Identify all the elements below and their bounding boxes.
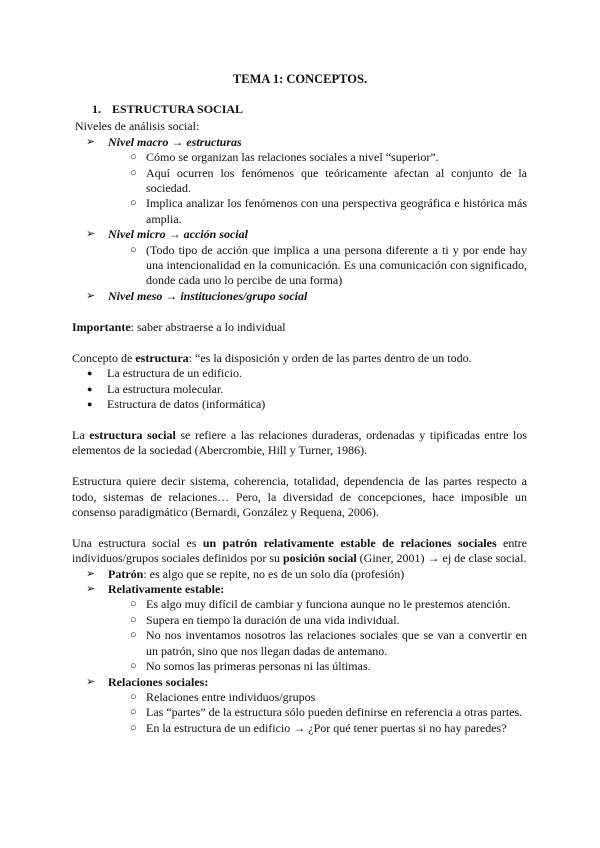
importante-label: Importante	[72, 319, 131, 334]
list-item-meso	[72, 289, 527, 304]
patron-paragraph	[72, 536, 527, 567]
arrow-bullet-icon: ➢	[86, 228, 96, 241]
concepto-pre: Concepto de	[72, 350, 136, 365]
list-item-text: Relaciones entre individuos/grupos	[146, 689, 316, 704]
concepto-post: : “es la disposición y orden de las partes dentro de un todo.	[188, 350, 472, 365]
importante-text: : saber abstraerse a lo individual	[130, 319, 286, 334]
arrow-bullet-icon: ➢	[86, 289, 96, 302]
list-item	[72, 397, 527, 412]
list-item-micro	[72, 227, 527, 242]
circle-bullet-icon: ○	[130, 197, 137, 210]
list-item	[72, 705, 527, 720]
list-item-patron	[72, 567, 527, 582]
list-item	[72, 721, 527, 736]
list-item-text: (Todo tipo de acción que implica a una persona diferente a ti y por ende hay una intencionalidad en la comunicación. Es una comunicación con significado, donde cada uno lo percibe de una forma)	[146, 242, 527, 288]
circle-bullet-icon: ○	[130, 166, 137, 179]
circle-bullet-icon: ○	[130, 706, 137, 719]
list-item-relaciones	[72, 675, 527, 690]
importante-paragraph	[72, 320, 527, 335]
arrow-bullet-icon: ➢	[86, 135, 96, 148]
circle-bullet-icon: ○	[130, 598, 137, 611]
page-title: TEMA 1: CONCEPTOS.	[232, 72, 368, 86]
relativamente-label: Relativamente estable:	[108, 582, 225, 597]
list-item	[72, 690, 527, 705]
patron-text: : es algo que se repite, no es de un solo día (profesión)	[143, 566, 405, 581]
para1-term: estructura social	[89, 427, 176, 442]
circle-bullet-icon: ○	[130, 690, 137, 703]
section-title: ESTRUCTURA SOCIAL	[112, 102, 244, 116]
list-item-text: La estructura molecular.	[107, 381, 224, 396]
list-item-relativamente	[72, 582, 527, 597]
list-item	[72, 597, 527, 612]
list-item-macro	[72, 135, 527, 150]
section-number: 1.	[92, 102, 101, 116]
patron-label: Patrón	[108, 566, 144, 581]
list-item-text: No nos inventamos nosotros las relaciones sociales que se van a convertir en un patrón, sino que nos llegan dadas de antemano.	[146, 628, 527, 658]
list-item-text: No somos las primeras personas ni las últimas.	[146, 659, 371, 674]
estructura-definition-paragraph: Estructura quiere decir sistema, coherencia, totalidad, dependencia de las partes respecto a todo, sistemas de relaciones… Pero, la diversidad de concepciones, hace imposible un consenso paradigmático (Bernardi, González y Requena, 2006).	[72, 474, 527, 519]
list-item	[72, 196, 527, 227]
meso-label: Nivel meso → instituciones/grupo social	[108, 288, 308, 303]
list-item-text: La estructura de un edificio.	[107, 366, 242, 381]
macro-label: Nivel macro → estructuras	[108, 134, 242, 149]
niveles-intro: Niveles de análisis social:	[75, 119, 200, 134]
list-item-text: Cómo se organizan las relaciones sociales a nivel “superior”.	[146, 150, 439, 165]
list-item-text: Las “partes” de la estructura sólo pueden definirse en referencia a otras partes.	[146, 705, 523, 720]
list-item	[72, 659, 527, 674]
circle-bullet-icon: ○	[130, 721, 137, 734]
dot-bullet-icon: ●	[87, 368, 93, 379]
list-item-text: Estructura de datos (informática)	[107, 396, 266, 411]
list-item	[72, 613, 527, 628]
arrow-bullet-icon: ➢	[86, 567, 96, 580]
section-heading	[92, 102, 527, 117]
list-item-text: Supera en tiempo la duración de una vida individual.	[146, 612, 400, 627]
arrow-bullet-icon: ➢	[86, 675, 96, 688]
circle-bullet-icon: ○	[130, 613, 137, 626]
circle-bullet-icon: ○	[130, 243, 137, 256]
concepto-term: estructura	[135, 350, 189, 365]
list-item	[72, 166, 527, 197]
para3-term2: posición social	[282, 551, 357, 566]
para3-post: (Giner, 2001) → ej de clase social.	[356, 551, 527, 566]
micro-label: Nivel micro → acción social	[108, 227, 248, 242]
list-item	[72, 366, 527, 381]
list-item-text: En la estructura de un edificio → ¿Por qué tener puertas si no hay paredes?	[146, 720, 507, 735]
list-item-text: Implica analizar los fenómenos con una perspectiva geográfica e histórica más amplia.	[146, 196, 527, 226]
list-item	[72, 382, 527, 397]
circle-bullet-icon: ○	[130, 660, 137, 673]
para3-mid: entre individuos/grupos sociales definidos por su	[72, 535, 527, 566]
dot-bullet-icon: ●	[87, 398, 93, 409]
para3-term1: un patrón relativamente estable de relaciones sociales	[202, 535, 497, 550]
para1-pre: La	[72, 427, 90, 442]
para3-pre: Una estructura social es	[72, 535, 203, 550]
circle-bullet-icon: ○	[130, 151, 137, 164]
document-body	[72, 102, 527, 736]
list-item-text: Es algo muy difícil de cambiar y funciona aunque no le prestemos atención.	[146, 597, 511, 612]
arrow-bullet-icon: ➢	[86, 583, 96, 596]
concepto-paragraph	[72, 351, 527, 366]
dot-bullet-icon: ●	[87, 383, 93, 394]
estructura-social-paragraph	[72, 428, 527, 459]
relaciones-label: Relaciones sociales:	[108, 674, 209, 689]
list-item-text: Aquí ocurren los fenómenos que teóricamente afectan al conjunto de la sociedad.	[146, 165, 527, 196]
list-item	[72, 150, 527, 165]
list-item	[72, 628, 527, 659]
list-item	[72, 243, 527, 289]
para1-post: se refiere a las relaciones duraderas, ordenadas y tipificadas entre los elementos de la sociedad (Abercrombie, Hill y Turner, 1986).	[72, 427, 527, 458]
circle-bullet-icon: ○	[130, 629, 137, 642]
